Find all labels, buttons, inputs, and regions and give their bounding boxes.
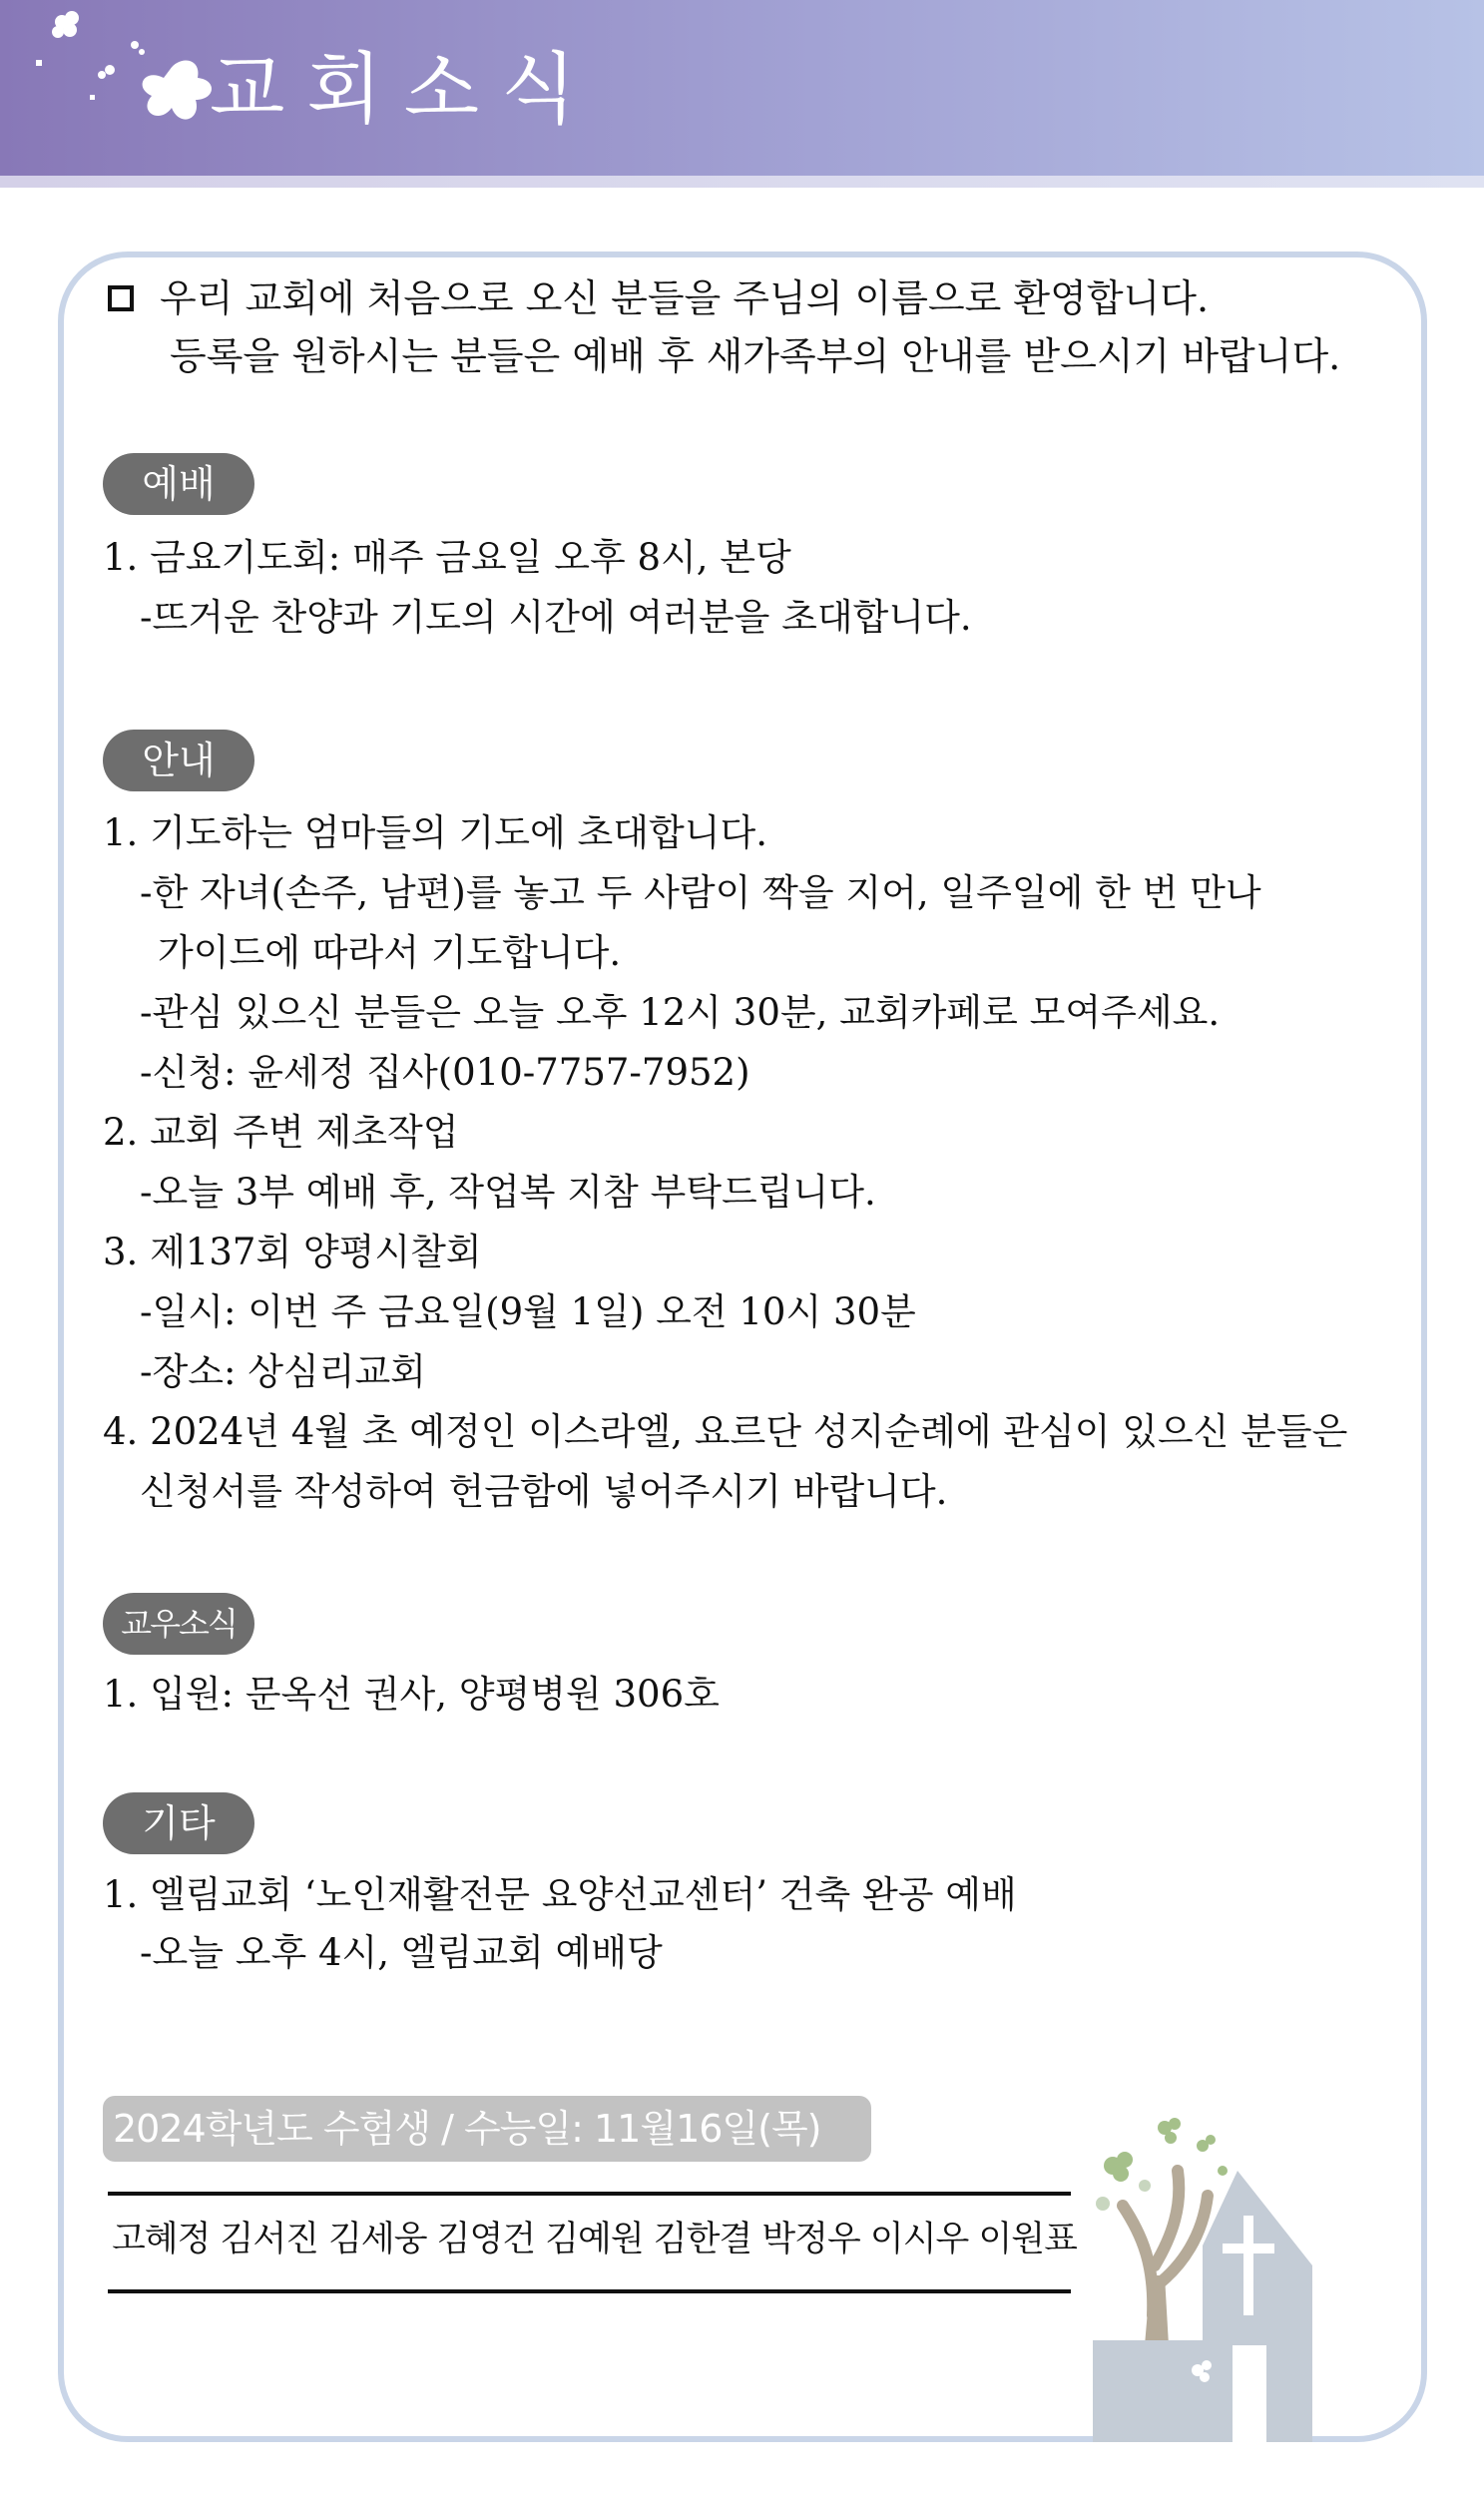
guide-line-4: -관심 있으신 분들은 오늘 오후 12시 30분, 교회카페로 모여주세요. — [140, 991, 1221, 1034]
welcome-line-1: 우리 교회에 처음으로 오신 분들을 주님의 이름으로 환영합니다. — [160, 276, 1210, 320]
guide-line-5: -신청: 윤세정 집사(010-7757-7952) — [140, 1051, 750, 1094]
guide-line-8: 3. 제137회 양평시찰회 — [103, 1231, 482, 1273]
guide-line-3: 가이드에 따라서 기도합니다. — [158, 931, 622, 974]
guide-line-1: 1. 기도하는 엄마들의 기도에 초대합니다. — [103, 811, 767, 854]
guide-line-11: 4. 2024년 4월 초 예정인 이스라엘, 요르단 성지순례에 관심이 있으신 분들은 — [103, 1410, 1348, 1453]
guide-line-9: -일시: 이번 주 금요일(9월 1일) 오전 10시 30분 — [140, 1290, 916, 1333]
names-top-rule — [108, 2192, 1071, 2196]
guide-line-6: 2. 교회 주변 제초작업 — [103, 1111, 459, 1154]
exam-title-bar: 2024학년도 수험생 / 수능일: 11월16일(목) — [103, 2096, 871, 2162]
church-illustration-icon — [1083, 2116, 1337, 2442]
section-label-guide: 안내 — [103, 730, 254, 791]
exam-student-names: 고혜정 김서진 김세웅 김영건 김예원 김한결 박정우 이시우 이원표 — [112, 2220, 1077, 2259]
header-banner — [0, 0, 1484, 176]
guide-line-10: -장소: 상심리교회 — [140, 1350, 426, 1393]
guide-line-12: 신청서를 작성하여 헌금함에 넣어주시기 바랍니다. — [140, 1470, 948, 1513]
worship-line-2: -뜨거운 찬양과 기도의 시간에 여러분을 초대합니다. — [140, 596, 972, 639]
etc-line-2: -오늘 오후 4시, 엘림교회 예배당 — [140, 1931, 663, 1974]
etc-line-1: 1. 엘림교회 ‘노인재활전문 요양선교센터’ 건축 완공 예배 — [103, 1873, 1017, 1916]
page-title: 교회소식 — [210, 45, 599, 135]
members-line-1: 1. 입원: 문옥선 권사, 양평병원 306호 — [103, 1673, 720, 1716]
section-label-members: 교우소식 — [103, 1593, 254, 1655]
guide-line-2: -한 자녀(손주, 남편)를 놓고 두 사람이 짝을 지어, 일주일에 한 번 만나 — [140, 871, 1261, 914]
guide-line-7: -오늘 3부 예배 후, 작업복 지참 부탁드립니다. — [140, 1171, 876, 1214]
header-divider — [0, 176, 1484, 188]
checkbox-icon — [108, 285, 134, 311]
worship-line-1: 1. 금요기도회: 매주 금요일 오후 8시, 본당 — [103, 536, 791, 579]
names-bottom-rule — [108, 2289, 1071, 2293]
section-label-worship: 예배 — [103, 453, 254, 515]
section-label-etc: 기타 — [103, 1792, 254, 1854]
welcome-line-2: 등록을 원하시는 분들은 예배 후 새가족부의 안내를 받으시기 바랍니다. — [170, 334, 1341, 378]
flower-decoration-icon — [30, 0, 220, 140]
